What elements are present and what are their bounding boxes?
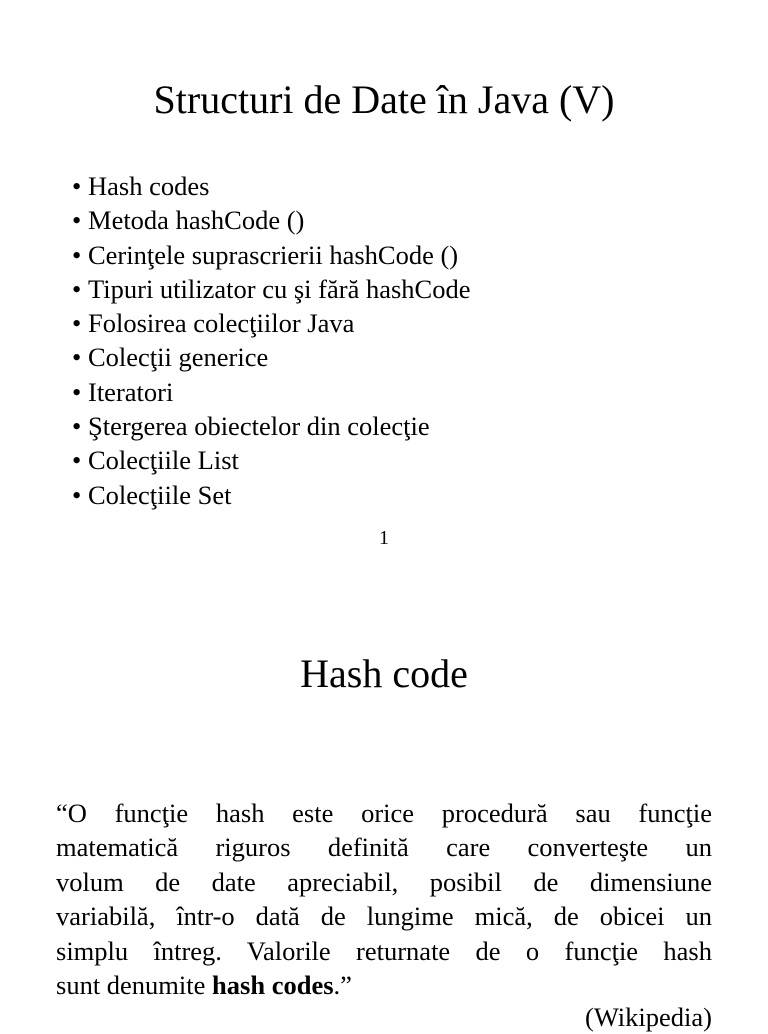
list-item [72, 375, 470, 409]
bullet-icon: • [72, 308, 82, 339]
list-item-label: Tipuri utilizator cu şi fără hashCode [88, 273, 471, 304]
list-item-label: Cerinţele suprascrierii hashCode () [88, 239, 459, 270]
list-item [72, 443, 470, 477]
list-item-label: Ştergerea obiectelor din colecţie [88, 411, 430, 442]
quote-line: simplu întreg. Valorile returnate de o funcţie hash [56, 935, 712, 966]
list-item [72, 478, 470, 512]
bullet-icon: • [72, 445, 82, 476]
bullet-icon: • [72, 273, 82, 304]
list-item [72, 238, 470, 272]
quote-line: volum de date apreciabil, posibil de dimensiune [56, 866, 712, 897]
list-item-label: Colecţiile List [88, 445, 239, 476]
quote-line [56, 968, 712, 1002]
quote-line: matematică riguros definită care converteşte un [56, 832, 712, 863]
list-item-label: Metoda hashCode () [88, 205, 305, 236]
list-item [72, 272, 470, 306]
quote-attribution: (Wikipedia) [585, 1002, 712, 1032]
list-item [72, 169, 470, 203]
page-number: 1 [379, 527, 389, 549]
bullet-icon: • [72, 411, 82, 442]
bullet-icon: • [72, 205, 82, 236]
slide-2 [0, 560, 768, 1032]
list-item [72, 203, 470, 237]
quote-line: variabilă, într-o dată de lungime mică, de obicei un [56, 901, 712, 932]
topic-list [72, 169, 470, 512]
list-item-label: Hash codes [88, 171, 210, 201]
bullet-icon: • [72, 171, 82, 201]
list-item-label: Colecţiile Set [88, 479, 232, 510]
quote-line: “O funcţie hash este orice procedură sau funcţie [56, 798, 712, 828]
quote-emphasis: hash codes [212, 970, 334, 1001]
slide-title: Hash code [300, 651, 468, 696]
bullet-icon: • [72, 342, 82, 373]
bullet-icon: • [72, 239, 82, 270]
bullet-icon: • [72, 479, 82, 510]
slide-title: Structuri de Date în Java (V) [153, 77, 615, 122]
quote-text: sunt denumite [56, 970, 213, 1001]
list-item-label: Colecţii generice [88, 342, 269, 373]
list-item [72, 409, 470, 443]
list-item [72, 340, 470, 374]
bullet-icon: • [72, 376, 82, 407]
definition-quote [56, 796, 712, 1002]
list-item-label: Folosirea colecţiilor Java [88, 308, 355, 339]
list-item-label: Iteratori [88, 376, 174, 407]
quote-text: .” [333, 970, 352, 1001]
list-item [72, 306, 470, 340]
